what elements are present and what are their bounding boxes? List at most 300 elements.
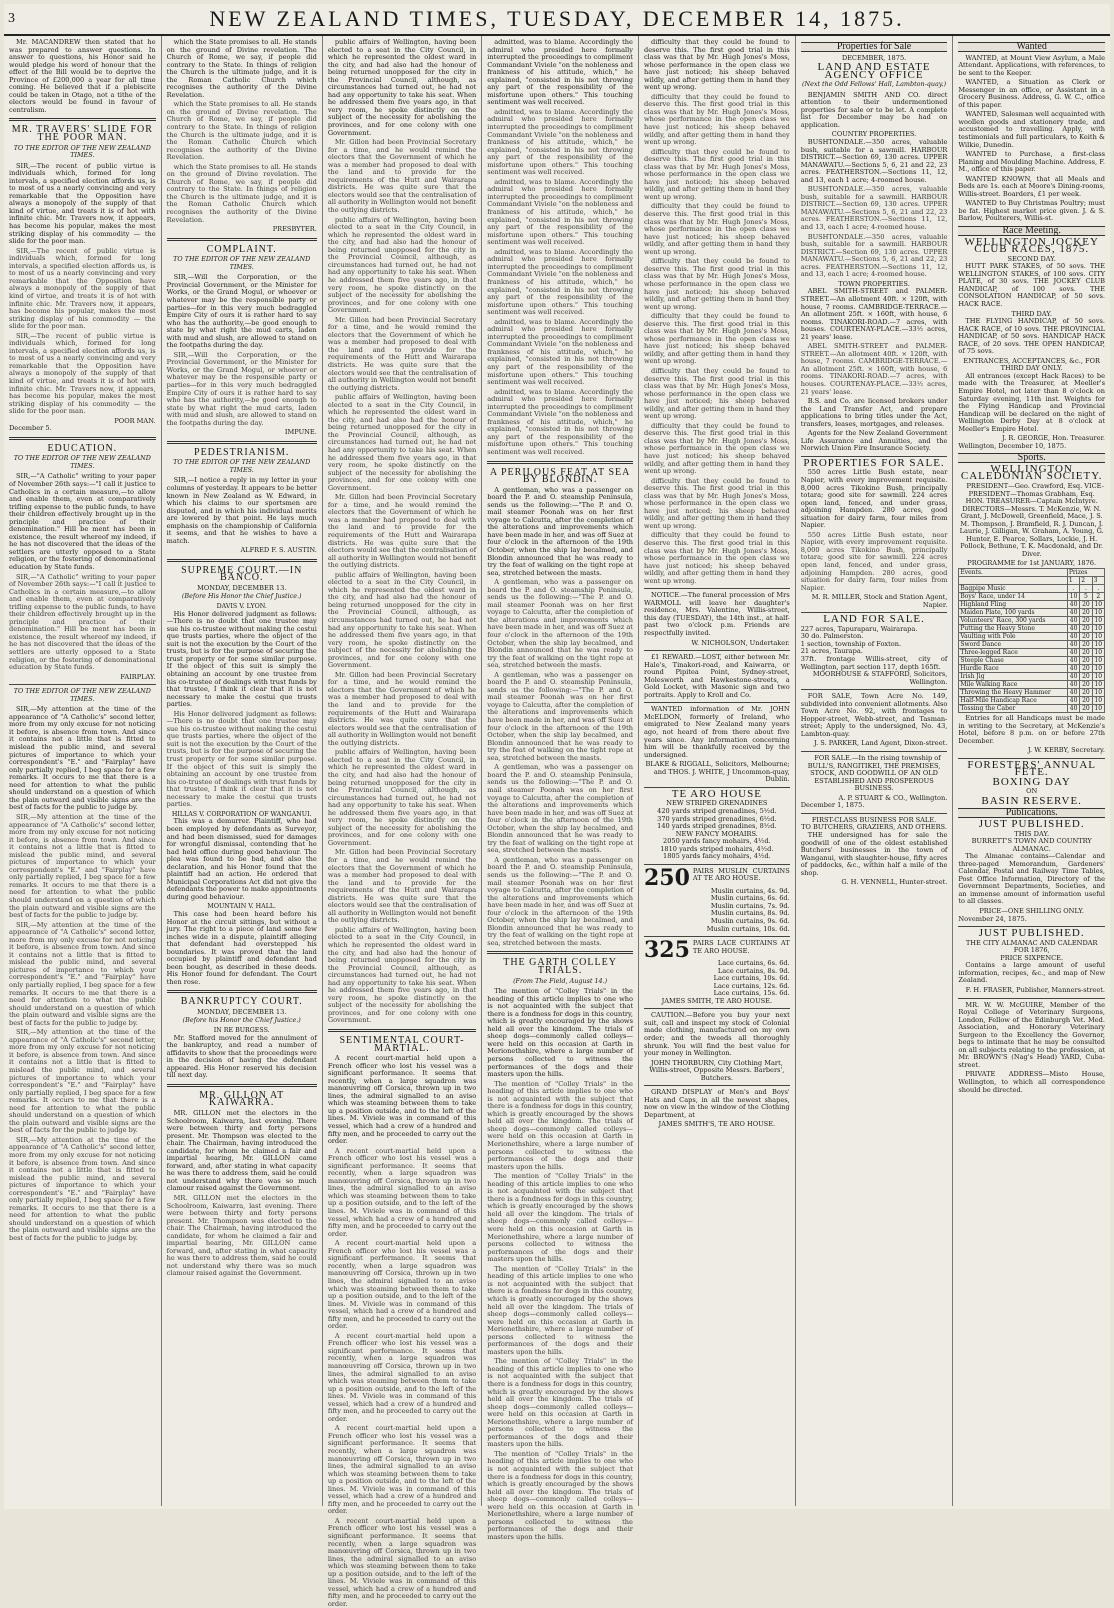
divider [9,437,156,440]
article-text: Mr. Gillon had been Provincial Secretary for a time, and he would remind the electors that the Government of which he was a member had proposed to deal with the land and to provide for the requirements of the Hutt and Wairarapa districts. He was quite sure that the electors would see that the centralisation of all authority in Wellington would not benefit the outlying districts. [327,670,477,747]
article-text: difficulty that they could be found to deserve this. The first good trial in this class was that by Mr. Hugh Jones's Moss, whose performance in the open class we have just noticed; his sheep behaved wildly, and after getting them in hand they went up wrong. [643,38,790,92]
ad-subheading: TOWN PROPERTIES. [838,279,910,288]
letter-date: December 5. [9,424,52,433]
article-text: which the State promises to all. He stands on the ground of Divine revelation. The Church of Rome, we say, if people did contrary to the State. In things of religion the Church is the ultimate judge, and it is the Roman Catholic Church which recognises the authority of the Divine Revelation. [166,162,317,224]
table-row [959,585,1105,593]
divider [487,461,633,464]
prize-cell: 40 [1067,697,1079,705]
ad-item: Muslin curtains, 4s. 9d. [710,886,790,895]
article-text: A recent court-martial held upon a French officer who lost his vessel was a significant performance. It seems that recently, when a large squadron was manœuvring off Corsica, thrown up in two lines, the admiral signalled to an aviso which was steaming between them to take up a position outside, and to the left of the lines. M. Viviele was in command of this vessel, which had a crew of a hundred and fifty men, and he proceeded to carry out the order. [327,1239,477,1331]
wanted-ad: WANTED KNOWN, that all Meals and Beds are 1s. each at Moore's Dining-rooms, Willis-street. Boarders, £1 per week. [958,174,1105,198]
prize-cell: 40 [1067,649,1079,657]
article-heading: BANKRUPTCY COURT. [180,996,303,1008]
ad-date: Wellington, December 10, 1875. [958,441,1067,450]
prize-cell: 10 [1092,601,1104,609]
article-heading: MR. TRAVERS' SLIDE FOR THE POOR MAN. [11,124,153,144]
table-row [959,633,1105,641]
ad-subheading: THIS DAY. [1014,829,1050,838]
article-heading: MR. GILLON AT KAIWARRA. [199,1089,285,1109]
ad-heading: BOXING DAY [992,775,1071,788]
prize-cell: 10 [1092,625,1104,633]
table-row [959,609,1105,617]
prize-cell: 20 [1080,657,1092,665]
newspaper-page [4,4,1110,1608]
article-text: MR. GILLON met the electors in the Schoolroom, Kaiwarra, last evening. There were between thirty and forty persons present. Mr. Thompson was elected to the chair. The Chairman, having introduced the candidate, for whom he claimed a fair and impartial hearing, Mr. GILLON came forward, and, after stating in what capacity he was there to address them, said he could not understand why there was so much clamour raised against the Government. [166,1194,317,1278]
article-text: admitted, was to blame. Accordingly the admiral who presided here formally interrupted the proceedings to compliment Commandant Viviele "on the nobleness and frankness of his attitude, which," he explained, "consisted in his not throwing any part of the responsibility of the misfortune upon others." This touching sentiment was well received. [487,247,633,317]
ad-text: HUTT PARK STAKES, of 50 sovs. THE WELLINGTON STAKES, of 100 sovs. CITY PLATE, of 30 sovs. THE JOCKEY CLUB HANDICAP, of 100 sovs. THE CONSOLATION HANDICAP, of 50 sovs. HACK RACE. [958,262,1105,308]
event-cell: Bagpipe Music [959,585,1068,593]
article-text: SIR,—My attention at the time of the appearance of "A Catholic's" second letter, more from my only excuse for not noticing it before, is absence from town. And since it contains not a little that is fitted to mislead the public mind, and several pictures of importance to which your correspondent's "E." and "Fairplay" have only partially replied, I beg space for a few remarks. It occurs to me that there is a need for attention to what the public should understand on a question of which the plain outward and visible signs are the best of facts for the public to judge by. [9,1135,156,1243]
article-heading: THE GARTH COLLEY TRIALS. [503,957,617,976]
article-text: SIR,—The recent of public virtue is individuals which, formed for long intervals, a specified election affords us, is to most of us a nearly convincing and very remarkable that the Opposition have always a monopoly of the supply of that kind of virtue, and treats it is of hot with infinite chic. Mr. Travers now, it appears, has become his popular, makes the most striking display of his commodity — the slide for the poor man. [9,161,156,246]
prize-cell: . [1092,585,1104,593]
page-number: 3 [8,11,15,26]
ad-text: The Almanac contains—Calendar and three-paged Memorandum, Gardeners' Calendar, Postal and Railway Time Tables, Post Office Information, Directory of the Government Departments, Societies, and an immense amount of information useful to all classes. [958,852,1105,906]
ad-heading: LAND AND ESTATE AGENCY OFFICE [817,61,931,81]
divider [487,951,633,954]
article-text: difficulty that they could be found to deserve this. The first good trial in this class was that by Mr. Hugh Jones's Moss, whose performance in the open class we have just noticed; his sheep behaved wildly, and after getting them in hand they went up wrong. [643,147,790,201]
section-heading: Properties for Sale [801,42,948,52]
ad-heading: BASIN RESERVE. [981,794,1082,807]
table-row [959,689,1105,697]
prize-cell: 40 [1067,641,1079,649]
ad-item: Lace curtains, 15s. 6d. [713,989,790,998]
prize-cell: 20 [1080,633,1092,641]
ad-item: 1 section, township of Foxton. [800,639,902,648]
divider [644,1085,790,1086]
wanted-ad: WANTED to Buy Christmas Poultry; must be fat. Highest market price given. J. & S. Barlow, Poulterers, Willis-st. [958,199,1105,223]
article-heading: PEDESTRIANISM. [194,446,290,458]
article-text: difficulty that they could be found to deserve this. The first good trial in this class was that by Mr. Hugh Jones's Moss, whose performance in the open class we have just noticed; his sheep behaved wildly, and after getting them in hand they went up wrong. [643,421,790,476]
ad-text: 550 acres Little Bush estate, near Napier, with every improvement requisite. 8,000 acres Tikokino Bush, principally totara; good site for sawmill. 224 acres open land, fenced, and under grass, adjoining Hampden. 280 acres, good situation for dairy farm, four miles from Napier. [800,468,948,530]
prize-cell: 20 [1080,705,1092,713]
prize-cell: 10 [1092,657,1104,665]
prize-cell: 10 [1092,641,1104,649]
signature: J. W. KERBY, Secretary. [1027,746,1105,755]
address-line: TO THE EDITOR OF THE NEW ZEALAND TIMES. [173,458,311,474]
hats-ad: GRAND DISPLAY of Men's and Boys' Hats and Caps, in all the newest shapes, now on view in the window of the Clothing Department, at [643,1088,790,1119]
event-cell: Throwing the Heavy Hammer [959,689,1068,697]
table-header: 3 [1092,577,1104,585]
ad-item: Muslin curtains, 7s. 9d. [710,901,790,910]
signature: A. P. STUART & CO., Wellington. [838,793,948,802]
column-7 [953,36,1110,1506]
muslin-ad [643,864,790,933]
ad-text: Entries for all Handicaps must be made in writing to the Secretary, at McKenzie's Hotel, before 8 p.m. on or before 27th December. [958,714,1105,745]
column-2 [162,36,323,1506]
ad-heading: PROPERTIES FOR SALE. [803,456,945,469]
article-text: SIR,—I notice a reply in my letter in your columns of yesterday. It appears to be better known in New Zealand as W. Edward, in which his claims to our sportsmen are disputed, and in which his individual merits are lowered by that point. He lays much emphasis on the championship of California it seems, and that he wishes to have a match. [166,476,317,545]
signature: BLAKE & RIGGALL, Solicitors, Melbourne; and THOS. J. WHITE, J Uncommon-quay, Dublin. [645,760,790,784]
event-cell: Steeple Chase [959,657,1068,665]
ad-text: ABEL SMITH-STREET and PALMER-STREET.—An allotment 40ft. × 120ft, with house, 7 rooms. CAMBRIDGE-TERRACE.—An allotment 25ft. × 160ft, with house, 6 rooms. TINAKORI-ROAD.—7 acres, with houses. COURTENAY-PLACE.—33½ acres, 21 years' lease. [800,287,948,341]
article-text: difficulty that they could be found to deserve this. The first good trial in this class was that by Mr. Hugh Jones's Moss, whose performance in the open class we have just noticed; his sheep behaved wildly, and after getting them in hand they went up wrong. [643,257,790,311]
table-header: 2 [1080,577,1092,585]
ad-price: PRICE SIXPENCE. [1000,953,1064,962]
prize-cell: 10 [1092,697,1104,705]
case-name: DAVIS V. LYON. [216,603,267,611]
prize-cell: 10 [1092,609,1104,617]
article-text: SIR,—"A Catholic" writing to your paper of November 26th says:—"I call it justice to Catholics in a certain measure,—to allow and enable them, even at comparatively trifling expense to the public funds, to have their children effectively brought up in the principle and practice of their denomination." Hill be ment has been in existence, the result whereof my indeed, if he has not discovered that the ideas of the settlers are utterly opposed to a State religion, or the fostering of denominational education by State funds. [9,572,156,672]
address-line: TO THE EDITOR OF THE NEW ZEALAND TIMES. [13,454,151,470]
ad-subheading: (Next the Odd Fellows' Hall, Lambton-quay.) [801,80,947,89]
article-text: difficulty that they could be found to deserve this. The first good trial in this class was that by Mr. Hugh Jones's Moss, whose performance in the open class we have just noticed; his sheep behaved wildly, and after getting them in hand they went up wrong. [643,476,790,530]
ad-item: Muslin curtains, 6s. 6d. [710,894,790,903]
court-date: MONDAY, DECEMBER 13. [197,1007,287,1016]
article-text: A recent court-martial held upon a French officer who lost his vessel was a significant performance. It seems that recently, when a large squadron was manœuvring off Corsica, thrown up in two lines, the admiral signalled to an aviso which was steaming between them to take up a position outside, and to the left of the lines. M. Viviele was in command of this vessel, which had a crew of a hundred and fifty men, and he proceeded to carry out the order. [327,1424,477,1516]
article-text: difficulty that they could be found to deserve this. The first good trial in this class was that by Mr. Hugh Jones's Moss, whose performance in the open class we have just noticed; his sheep behaved wildly, and after getting them in hand they went up wrong. [643,202,790,256]
article-text: A recent court-martial held upon a French officer who lost his vessel was a significant performance. It seems that recently, when a large squadron was manœuvring off Corsica, thrown up in two lines, the admiral signalled to an aviso which was steaming between them to take up a position outside, and to the left of the lines. M. Viviele was in command of this vessel, which had a crew of a hundred and fifty men, and he proceeded to carry out the order. [327,1054,477,1146]
article-text: MR. GILLON met the electors in the Schoolroom, Kaiwarra, last evening. There were between thirty and forty persons present. Mr. Thompson was elected to the chair. The Chairman, having introduced the candidate, for whom he claimed a fair and impartial hearing, Mr. GILLON came forward, and, after stating in what capacity he was there to address them, said he could not understand why there was so much clamour raised against the Government. [166,1109,317,1193]
ad-item: 1805 yards fancy mohairs, 4½d. [663,852,771,861]
signature: ALFRED F. S. AUSTIN. [240,546,317,555]
article-text: SIR,—"A Catholic" writing to your paper of November 26th says:—"I call it justice to Catholics in a certain measure,—to allow and enable them, even at comparatively trifling expense to the public funds, to have their children effectively brought up in the principle and practice of their denomination." Hill be ment has been in existence, the result whereof my indeed, if he has not discovered that the ideas of the settlers are utterly opposed to a State religion, or the fostering of denominational education by State funds. [9,472,156,571]
ad-heading: TE ARO HOUSE [671,787,762,800]
article-text: admitted, was to blame. Accordingly the admiral who presided here formally interrupted the proceedings to compliment Commandant Viviele "on the nobleness and frankness of his attitude, which," he explained, "consisted in his not throwing any part of the responsibility of the misfortune upon others." This touching sentiment was well received. [487,38,633,107]
ad-item: 37ft. frontage Willis-street, city of Wellington, part section 117, depth 165ft. [800,655,948,671]
ad-subheading: THIRD DAY. [1011,309,1052,318]
article-text: admitted, was to blame. Accordingly the admiral who presided here formally interrupted the proceedings to compliment Commandant Viviele "on the nobleness and frankness of his attitude, which," he explained, "consisted in his not throwing any part of the responsibility of the misfortune upon others." This touching sentiment was well received. [487,317,633,387]
divider [167,990,317,993]
column-1 [4,36,162,1506]
signature: W. NICHOLSON, Undertaker. [691,638,790,647]
article-text: This case had been heard before his Honor at the circuit sittings, but without a jury. The right to a piece of land some few inches wide in a dispute, plaintiff alleging that defendant had overstepped his boundaries. It was proved that the land occupied by plaintiff and defendant had been bought, as described in these deeds. His Honor found for defendant. The Court then rose. [166,909,317,986]
article-text: The mention of "Colley Trials" in the heading of this article implies to one who is not acquainted with the subject that there is a fondness for dogs in this country, which is greatly encouraged by the shows held all over the kingdom. The trials of sheep dogs—commonly called colleys—were held on this occasion at Garth in Merionethshire, where a large number of persons collected to witness the performances of the dogs and their masters upon the hills. [487,1357,633,1449]
ad-text: B.S. and Co. are licensed brokers under the Land Transfer Act, and prepare applications to bring titles under the Act, transfers, leases, mortgages, and releases. [800,397,948,428]
ad-text: BUSHTONDALE.—350 acres, valuable bush, suitable for a sawmill. HARBOUR DISTRICT.—Section 69, 130 acres. UPPER MANAWATU.—Sections 5, 6, 21 and 22, 23 acres. FEATHERSTON.—Sections 11, 12, and 13, each 1 acre; 4-roomed house. [800,138,948,184]
ad-heading: THE CITY ALMANAC AND CALENDAR FOR 1876, [965,938,1098,955]
article-text: SIR,—The recent of public virtue is individuals which, formed for long intervals, a specified election affords us, is to most of us a nearly convincing and very remarkable that the Opposition have always a monopoly of the supply of that kind of virtue, and treats it is of hot with infinite chic. Mr. Travers now, it appears, has become his popular, makes the most striking display of his commodity — the slide for the poor man. [9,246,156,331]
ad-text: MR. W. W. McGUIRE, Member of the Royal College of Veterinary Surgeons, London, Fellow of the Edinburgh Vet. Med. Association, and Honorary Veterinary Surgeon to the Excellency the Governor, begs to intimate that he may be consulted on all subjects relating to the profession, at Mr. BROWN'S (Nag's Head) YARD, Cuba-street. [958,1000,1105,1069]
ad-subheading: ENTRANCES, ACCEPTANCES, &c., FOR THIRD DAY ONLY. [963,356,1100,373]
divider [801,751,948,752]
prize-cell: 20 [1080,689,1092,697]
section-heading: Race Meeting. [958,226,1105,236]
article-text: Mr. Gillon had been Provincial Secretary for a time, and he would remind the electors that the Government of which he was a member had proposed to deal with the land and to provide for the requirements of the Hutt and Wairarapa districts. He was quite sure that the electors would see that the centralisation of all authority in Wellington would not benefit the outlying districts. [327,315,477,392]
event-cell: Boys' Race, under 14 [959,593,1068,601]
ad-subheading: NEW STRIPED GRENADINES [666,799,768,808]
table-row [959,601,1105,609]
article-text: A recent court-martial held upon a French officer who lost his vessel was a significant performance. It seems that recently, when a large squadron was manœuvring off Corsica, thrown up in two lines, the admiral signalled to an aviso which was steaming between them to take up a position outside, and to the left of the lines. M. Viviele was in command of this vessel, which had a crew of a hundred and fifty men, and he proceeded to carry out the order. [327,1516,477,1608]
article-text: SIR,—Will the Corporation, or the Provincial Government, or the Minister for Works, or the Grand Mogul, or whoever or whatever may be the responsible party or parties—for in this very much bedraggled Empire City of ours it is rather hard to say who has the authority,—be good enough to state by what right the mud carts, laden with mud and slush, are allowed to stand on the footpaths during the day. [166,273,317,350]
ad-subheading: PROGRAMME for 1st JANUARY, 1876. [967,559,1097,568]
article-text: The mention of "Colley Trials" in the heading of this article implies to one who is not acquainted with the subject that there is a fondness for dogs in this country, which is greatly encouraged by the shows held all over the kingdom. The trials of sheep dogs—commonly called colleys—were held on this occasion at Garth in Merionethshire, where a large number of persons collected to witness the performances of the dogs and their masters upon the hills. [487,1079,633,1171]
ad-subheading: COUNTRY PROPERTIES. [831,130,917,139]
event-cell: Half-Mile Handicap Race [959,697,1068,705]
prize-cell: 10 [1092,705,1104,713]
ad-item: 140 yards striped grenadines, 8½d. [657,822,777,831]
ad-item: 1810 yards striped mohairs, 4½d. [660,844,774,853]
court-judge: (Before His Honor the Chief Justice.) [181,591,302,600]
prize-cell: 20 [1080,625,1092,633]
ad-item: Muslin curtains, 10s. 6d. [706,924,790,933]
prize-cell: 10 [1092,617,1104,625]
prize-cell: 40 [1067,617,1079,625]
ad-item: Lace curtains, 6s. 6d. [717,959,790,968]
prize-cell: 5 [1080,593,1092,601]
prize-cell: 40 [1067,705,1079,713]
ad-subheading: TO BUTCHERS, GRAZIERS, AND OTHERS. [801,823,947,832]
divider [167,1084,317,1087]
article-text: SIR,—My attention at the time of the appearance of "A Catholic's" second letter, more from my only excuse for not noticing it before, is absence from town. And since it contains not a little that is fitted to mislead the public mind, and several pictures of importance to which your correspondent's "E." and "Fairplay" have only partially replied, I beg space for a few remarks. It occurs to me that there is a need for attention to what the public should understand on a question of which the plain outward and visible signs are the best of facts for the public to judge by. [9,812,156,920]
signature: MOORHOUSE & STAFFORD, Solicitors, Wellington. [812,670,948,686]
lace-ad [643,937,790,1005]
divider [644,588,790,589]
signature: JOHN THORBURN, City Clothing Mart, Willis-street, Opposite Messrs. Barbers', Butchers. [649,1058,785,1082]
prize-cell: 20 [1080,697,1092,705]
column-5 [639,36,796,1506]
divider [167,441,317,444]
article-text: The mention of "Colley Trials" in the heading of this article implies to one who is not acquainted with the subject that there is a fondness for dogs in this country, which is greatly encouraged by the shows held all over the kingdom. The trials of sheep dogs—commonly called colleys—were held on this occasion at Garth in Merionethshire, where a large number of persons collected to witness the performances of the dogs and their masters upon the hills. [487,1264,633,1356]
article-text: A gentleman, who was a passenger on board the P. and O. steamship Peninsula, sends us the following:—"The P. and O. mail steamer Poonah was on her first voyage to Calcutta, after the completion of the alterations and improvements which have been made in her, and was off Suez at four o'clock in the afternoon of the 19th October, when the ship lay becalmed, and Blondin announced that he was ready to try the feat of walking on the tight rope at sea, stretched between the masts. [487,485,633,577]
ad-heading: WELLINGTON CALEDONIAN SOCIETY. [960,462,1103,483]
ad-item: 420 yards striped grenadines, 5½d. [657,806,777,815]
reward-ad: £1 REWARD.—LOST, either between Mr. Hale's, Tinakori-road, and Kaiwarra, or round Pipitea Point, Sydney-street, Molesworth and Hawkestone-streets, a Gold Locket, with Masonic sign and two portraits. Apply to Kroll and Co. [643,653,790,699]
columns [4,36,1110,1608]
prize-cell: 10 [1092,681,1104,689]
ad-item: Muslin curtains, 9s. 6d. [710,916,790,925]
article-text: A gentleman, who was a passenger on board the P. and O. steamship Peninsula, sends us the following:—"The P. and O. mail steamer Poonah was on her first voyage to Calcutta, after the completion of the alterations and improvements which have been made in her, and was off Suez at four o'clock in the afternoon of the 19th October, when the ship lay becalmed, and Blondin announced that he was ready to try the feat of walking on the tight rope at sea, stretched between the masts. [487,578,633,670]
article-text: public affairs of Wellington, having been elected to a seat in the City Council, in which he represented the oldest ward in the city, and had also had the honour of being returned unopposed for the city in the Provincial Council, although, as circumstances had turned out, he had not had any opportunity to take his seat. When he addressed them five years ago, in that very room, he spoke distinctly on the subject of the necessity for abolishing the provinces, and for one colony with one Government. [327,925,477,1025]
event-cell: Three-legged Race [959,649,1068,657]
ad-subheading: SECOND DAY. [1007,254,1056,263]
article-text: This was a demurrer. Plaintiff, who had been employed by defendants as Surveyor, and had been dismissed, sued for damages for wrongful dismissal, contending that he had held office during good behaviour. The plea was found to be bad, and also the declaration, and his Honor found that the plaintiff had an action. He ordered that Municipal Corporations Act did not give the defendants the power to make appointments during good behaviour. [166,817,317,901]
signature: M. R. MILLER, Stock and Station Agent, Napier. [811,593,948,609]
event-cell: Maiden Plate, 100 yards [959,609,1068,617]
article-text: A recent court-martial held upon a French officer who lost his vessel was a significant performance. It seems that recently, when a large squadron was manœuvring off Corsica, thrown up in two lines, the admiral signalled to an aviso which was steaming between them to take up a position outside, and to the left of the lines. M. Viviele was in command of this vessel, which had a crew of a hundred and fifty men, and he proceeded to carry out the order. [327,1331,477,1423]
article-heading: SENTIMENTAL COURT-MARTIAL. [339,1035,465,1054]
ad-text: Agents for the New Zealand Government Life Assurance and Annuities, and the Norwich Union Fire Insurance Society. [800,429,948,453]
table-row [959,625,1105,633]
prize-cell: . [1067,585,1079,593]
prize-cell: 20 [1080,617,1092,625]
ad-text: PRIVATE ADDRESS—Misto House, Wellington, to which all correspondence should be directed. [958,1070,1105,1094]
article-text: His Honor delivered judgment as follows:—There is no doubt that one trustee may sue his co-trustee without making the cestui que trusts parties, where the object of the suit is not the execution by the Court of the trusts, but is for the purpose of securing the trust property or for some similar purpose. If the object of this suit is simply the obtaining an account by one trustee from his co-trustee of dealings with trust funds by that trustee, I think it clear that it is not necessary to make the cestui que trusts parties. [166,609,317,709]
article-text: SIR,—The recent of public virtue is individuals which, formed for long intervals, a specified election affords us, is to most of us a nearly convincing and very remarkable that the Opposition have always a monopoly of the supply of that kind of virtue, and treats it is of hot with infinite chic. Mr. Travers now, it appears, has become his popular, makes the most striking display of his commodity — the slide for the poor man. [9,331,156,416]
ad-item: 2050 yards fancy mohairs, 4½d. [663,837,771,846]
ad-text: ON [1026,787,1038,796]
prize-cell: 20 [1080,601,1092,609]
signature: IMPUNE. [284,428,317,437]
article-text: public affairs of Wellington, having been elected to a seat in the City Council, in which he represented the oldest ward in the city, and had also had the honour of being returned unopposed for the city in the Provincial Council, although, as circumstances had turned out, he had not had any opportunity to take his seat. When he addressed them five years ago, in that very room, he spoke distinctly on the subject of the necessity for abolishing the provinces, and for one colony with one Government. [327,215,477,315]
ad-text: THE FLYING HANDICAP, of 50 sovs. HACK RACE, of 10 sovs. THE PROVINCIAL HANDICAP, of 50 sovs. HANDICAP HACK RACE, of 20 sovs. THE OPEN HANDICAP, of 75 sovs. [958,317,1105,356]
wanted-ad: WANTED, a Situation as Clerk or Messenger in an office, or Assistant in a Grocery Business. Address, G. W. C., office of this paper. [958,78,1105,109]
table-row [959,705,1105,713]
article-heading: SUPREME COURT.—IN BANCO. [181,564,303,584]
funeral-notice: NOTICE.—The funeral procession of Mrs WARMOLL will leave her daughter's residence, Mrs. Valentine, Willis-street, this day (TUESDAY), the 14th inst., at half-past two o'clock p.m. Friends are respectfully invited. [643,591,790,638]
address-line: TO THE EDITOR OF THE NEW ZEALAND TIMES. [13,687,151,703]
prize-cell: 40 [1067,665,1079,673]
prize-cell: 40 [1067,625,1079,633]
ad-text: ABEL SMITH-STREET and PALMER-STREET.—An allotment 40ft. × 120ft, with house, 7 rooms. CAMBRIDGE-TERRACE.—An allotment 25ft. × 160ft, with house, 6 rooms. TINAKORI-ROAD.—7 acres, with houses. COURTENAY-PLACE.—33½ acres, 21 years' lease. [800,342,948,396]
signature: FAIRPLAY. [120,672,156,681]
column-3 [323,36,482,1608]
signature: J. R. GEORGE, Hon. Treasurer. [1002,434,1105,443]
divider [644,702,790,703]
divider [9,118,156,121]
section-heading: Publications. [958,808,1105,818]
table-row [959,649,1105,657]
signature: POOR MAN. [114,416,156,425]
wanted-ad: WANTED, Salesman well acquainted with woollen goods and stationery trade, and accustomed to travelling. Apply, with testimonials and full particulars, to Keith & Wilkie, Dunedin. [958,110,1105,149]
signature: G. H. VENNELL, Hunter-street. [841,878,948,887]
prize-cell: 40 [1067,633,1079,641]
programme-table [958,568,1105,713]
caution-ad: CAUTION.—Before you buy your next suit, call and inspect my stock of Colonial made clothing, manufactured on my own order; and the tweeds all thoroughly shrunk. You will find the best value for your money in Wellington. [643,1011,790,1058]
event-cell: Vaulting with Pole [959,633,1068,641]
article-text: public affairs of Wellington, having been elected to a seat in the City Council, in which he represented the oldest ward in the city, and had also had the honour of being returned unopposed for the city in the Provincial Council, although, as circumstances had turned out, he had not had any opportunity to take his seat. When he addressed them five years ago, in that very room, he spoke distinctly on the subject of the necessity for abolishing the provinces, and for one colony with one Government. [327,38,477,137]
article-text: Mr. MACANDREW then stated that he was prepared to answer questions. In answer to questions, his Honor said he would pledge his word of honour that the effect of the Bill would be to deprive the Province of £200,000 a year for all time coming. He believed that if a plebiscite could be taken in Otago, not a tithe of the electors would be found in favour of centralism. [9,38,156,114]
prize-cell: 2 [1092,593,1104,601]
wanted-ad: WANTED information of Mr. JOHN McELDON, formerly of Ireland, who emigrated to New Zealand many years ago, not heard of from there about five years since. Any information concerning him will be thankfully received by the undersigned. [643,705,790,759]
article-text: admitted, was to blame. Accordingly the admiral who presided here formally interrupted the proceedings to compliment Commandant Viviele "on the nobleness and frankness of his attitude, which," he explained, "consisted in his not throwing any part of the responsibility of the misfortune upon others." This touching sentiment was well received. [487,177,633,247]
article-text: SIR,—My attention at the time of the appearance of "A Catholic's" second letter, more from my only excuse for not noticing it before, is absence from town. And since it contains not a little that is fitted to mislead the public mind, and several pictures of importance to which your correspondent's "E." and "Fairplay" have only partially replied, I beg space for a few remarks. It occurs to me that there is a need for attention to what the public should understand on a question of which the plain outward and visible signs are the best of facts for the public to judge by. [9,705,156,812]
article-text: A gentleman, who was a passenger on board the P. and O. steamship Peninsula, sends us the following:—"The P. and O. mail steamer Poonah was on her first voyage to Calcutta, after the completion of the alterations and improvements which have been made in her, and was off Suez at four o'clock in the afternoon of the 19th October, when the ship lay becalmed, and Blondin announced that he was ready to try the feat of walking on the tight rope at sea, stretched between the masts. [487,855,633,947]
ad-item: Lace curtains, 10s. 6d. [713,974,790,983]
article-text: SIR,—My attention at the time of the appearance of "A Catholic's" second letter, more from my only excuse for not noticing it before, is absence from town. And since it contains not a little that is fitted to mislead the public mind, and several pictures of importance to which your correspondent's "E." and "Fairplay" have only partially replied, I beg space for a few remarks. It occurs to me that there is a need for attention to what the public should understand on a question of which the plain outward and visible signs are the best of facts for the public to judge by. [9,1028,156,1135]
ad-subheading: NEW FANCY MOHAIRS. [675,829,758,838]
event-cell: Hurdle Race [959,665,1068,673]
court-judge: (Before his Honor the Chief Justice.) [182,1015,301,1024]
article-text: SIR,—My attention at the time of the appearance of "A Catholic's" second letter, more from my only excuse for not noticing it before, is absence from town. And since it contains not a little that is fitted to mislead the public mind, and several pictures of importance to which your correspondent's "E." and "Fairplay" have only partially replied, I beg space for a few remarks. It occurs to me that there is a need for attention to what the public should understand on a question of which the plain outward and visible signs are the best of facts for the public to judge by. [9,920,156,1027]
table-row [959,617,1105,625]
article-heading: EDUCATION. [47,442,118,454]
article-text: The mention of "Colley Trials" in the heading of this article implies to one who is not acquainted with the subject that there is a fondness for dogs in this country, which is greatly encouraged by the shows held all over the kingdom. The trials of sheep dogs—commonly called colleys—were held on this occasion at Garth in Merionethshire, where a large number of persons collected to witness the performances of the dogs and their masters upon the hills. [487,1172,633,1264]
ad-number: 325 [643,937,690,964]
article-text: The mention of "Colley Trials" in the heading of this article implies to one who is not acquainted with the subject that there is a fondness for dogs in this country, which is greatly encouraged by the shows held all over the kingdom. The trials of sheep dogs—commonly called colleys—were held on this occasion at Garth in Merionethshire, where a large number of persons collected to witness the performances of the dogs and their masters upon the hills. [487,987,633,1079]
article-text: which the State promises to all. He stands on the ground of Divine revelation. The Church of Rome, we say, if people did contrary to the State. In things of religion the Church is the ultimate judge, and it is the Roman Catholic Church which recognises the authority of the Divine Revelation. [166,100,317,162]
article-text: A gentleman, who was a passenger on board the P. and O. steamship Peninsula, sends us the following:—"The P. and O. mail steamer Poonah was on her first voyage to Calcutta, after the completion of the alterations and improvements which have been made in her, and was off Suez at four o'clock in the afternoon of the 19th October, when the ship lay becalmed, and Blondin announced that he was ready to try the feat of walking on the tight rope at sea, stretched between the masts. [487,763,633,855]
article-text: difficulty that they could be found to deserve this. The first good trial in this class was that by Mr. Hugh Jones's Moss, whose performance in the open class we have just noticed; his sheep behaved wildly, and after getting them in hand they went up wrong. [643,92,790,147]
article-text: His Honor delivered judgment as follows:—There is no doubt that one trustee may sue his co-trustee without making the cestui que trusts parties, where the object of the suit is not the execution by the Court of the trusts, but is for the purpose of securing the trust property or for some similar purpose. If the object of this suit is simply the obtaining an account by one trustee from his co-trustee of dealings with trust funds by that trustee, I think it clear that it is not necessary to make the cestui que trusts parties. [166,709,317,809]
table-header: 1 [1067,577,1079,585]
section-heading: Wanted [958,42,1105,52]
prize-cell: 10 [1092,665,1104,673]
divider [644,1008,790,1009]
article-text: Mr. Stafford moved for the annulment of the bankruptcy, and read a number of affidavits to show that the proceedings were in the decision of having the defendant appeared. His Honor reserved his decision till next day. [166,1033,317,1080]
article-heading: COMPLAINT. [206,243,277,255]
table-row [959,697,1105,705]
article-text: public affairs of Wellington, having been elected to a seat in the City Council, in which he represented the oldest ward in the city, and had also had the honour of being returned unopposed for the city in the Provincial Council, although, as circumstances had turned out, he had not had any opportunity to take his seat. When he addressed them five years ago, in that very room, he spoke distinctly on the subject of the necessity for abolishing the provinces, and for one colony with one Government. [327,393,477,492]
prize-cell: 20 [1080,609,1092,617]
ad-heading: BURRETT'S TOWN AND COUNTRY ALMANAC. [971,837,1092,853]
ad-text: BUSHTONDALE.—350 acres, valuable bush, suitable for a sawmill. HARBOUR DISTRICT.—Section 69, 130 acres. UPPER MANAWATU.—Sections 5, 6, 21 and 22, 23 acres. FEATHERSTON.—Sections 11, 12, and 13, each 1 acre; 4-roomed house. [800,185,948,232]
ad-text: BUSHTONDALE.—350 acres, valuable bush, suitable for a sawmill. HARBOUR DISTRICT.—Section 69, 130 acres. UPPER MANAWATU.—Sections 5, 6, 21 and 22, 23 acres. FEATHERSTON.—Sections 11, 12, and 13, each 1 acre; 4-roomed house. [800,232,948,279]
signature: F. H. FRASER, Publisher, Manners-street. [965,985,1105,994]
article-text: A gentleman, who was a passenger on board the P. and O. steamship Peninsula, sends us the following:—"The P. and O. mail steamer Poonah was on her first voyage to Calcutta, after the completion of the alterations and improvements which have been made in her, and was off Suez at four o'clock in the afternoon of the 19th October, when the ship lay becalmed, and Blondin announced that he was ready to try the feat of walking on the tight rope at sea, stretched between the masts. [487,670,633,762]
article-text: difficulty that they could be found to deserve this. The first good trial in this class was that by Mr. Hugh Jones's Moss, whose performance in the open class we have just noticed; his sheep behaved wildly, and after getting them in hand they went up wrong. [643,312,790,366]
ad-text: 550 acres Little Bush estate, near Napier, with every improvement requisite. 8,000 acres Tikokino Bush, principally totara; good site for sawmill. 224 acres open land, fenced, and under grass, adjoining Hampden. 280 acres, good situation for dairy farm, four miles from Napier. [800,530,948,592]
article-heading: A PERILOUS FEAT AT SEA BY BLONDIN. [489,466,631,486]
ad-text: PRESIDENT—Geo. Crawford, Esq. VICE-PRESIDENT—Thomas Grabham, Esq. HON. TREASURER—Captain McIntyre. DIRECTORS—Messrs. T. McKenzie, W. N. Grant, J. McDowell, Greenfield, Mace, J. S. M. Thompson, J. Bramfield, R. J. Duncan, J. Laurie, J. Gilligan, W. Graham, A. Young, G. Hunter, E. Pearce, Sollars, Lockie, J. H. Pollock, Bethune, T. K. Macdonald, and Dr. Diver. [959,481,1104,558]
ad-item: 30 do. Palmerston. [800,632,864,641]
ad-item: Lace curtains, 12s. 6d. [713,981,790,990]
ad-item: 370 yards striped grenadines, 6½d. [657,814,777,823]
signature: JAMES SMITH'S, TE ARO HOUSE. [658,1120,776,1129]
article-source: (From The Field, August 14.) [513,976,608,985]
article-text: A recent court-martial held upon a French officer who lost his vessel was a significant performance. It seems that recently, when a large squadron was manœuvring off Corsica, thrown up in two lines, the admiral signalled to an aviso which was steaming between them to take up a position outside, and to the left of the lines. M. Viviele was in command of this vessel, which had a crew of a hundred and fifty men, and he proceeded to carry out the order. [327,1146,477,1238]
masthead-title: NEW ZEALAND TIMES, TUESDAY, DECEMBER 14, 1875. [209,6,905,31]
table-header-row [959,577,1105,585]
article-text: which the State promises to all. He stands on the ground of Divine revelation. The Church of Rome, we say, if people did contrary to the State. In things of religion the Church is the ultimate judge, and it is the Roman Catholic Church which recognises the authority of the Divine Revelation. [166,38,317,99]
case-name: HILLAS V. CORPORATION OF WANGANUI. [171,810,312,818]
divider [167,238,317,241]
prize-cell: 40 [1067,601,1079,609]
table-row [959,673,1105,681]
divider [644,650,790,651]
ad-date: December 1, 1875. [800,801,865,810]
prize-cell: 20 [1080,649,1092,657]
event-cell: Volunteers' Race, 300 yards [959,617,1068,625]
article-text: public affairs of Wellington, having been elected to a seat in the City Council, in which he represented the oldest ward in the city, and had also had the honour of being returned unopposed for the city in the Provincial Council, although, as circumstances had turned out, he had not had any opportunity to take his seat. When he addressed them five years ago, in that very room, he spoke distinctly on the subject of the necessity for abolishing the provinces, and for one colony with one Government. [327,570,477,670]
prize-cell: 10 [1092,689,1104,697]
prize-cell: 20 [1080,673,1092,681]
table-header-row [959,569,1105,577]
ad-heading: PAIRS MUSLIN CURTAINS AT TE ARO HOUSE. [692,866,790,883]
address-line: TO THE EDITOR OF THE NEW ZEALAND TIMES. [173,255,311,271]
ad-item: 21 acres, Taurapa. [800,647,863,656]
signature: JAMES SMITH, TE ARO HOUSE. [661,996,773,1005]
table-row [959,657,1105,665]
table-row [959,593,1105,601]
table-header: Prizes [1067,569,1104,577]
prize-cell: 10 [1067,593,1079,601]
divider [801,689,948,690]
prize-cell: 10 [1092,649,1104,657]
ad-heading: LAND FOR SALE. [823,613,925,626]
prize-cell: 20 [1080,641,1092,649]
prize-cell: 10 [1092,673,1104,681]
ad-heading: JUST PUBLISHED. [978,927,1085,940]
article-text: SIR,—Will the Corporation, or the Provincial Government, or the Minister for Works, or the Grand Mogul, or whoever or whatever may be the responsible party or parties—for in this very much bedraggled Empire City of ours it is rather hard to say who has the authority,—be good enough to state by what right the mud carts, laden with mud and slush, are allowed to stand on the footpaths during the day. [166,350,317,427]
event-cell: Putting the Heavy Stone [959,625,1068,633]
section-heading: Sports. [958,453,1105,463]
table-body [959,585,1105,713]
ad-text: THE undersigned has for sale the goodwill of one of the oldest established Butchers' businesses in the town of Wanganui, with slaughter-house, fifty acres of paddocks, &c., within half a mile of the shop. [800,830,948,877]
signature: J. S. PARKER, Land Agent, Dixon-street. [813,739,948,748]
article-text: difficulty that they could be found to deserve this. The first good trial in this class was that by Mr. Hugh Jones's Moss, whose performance in the open class we have just noticed; his sheep behaved wildly, and after getting them in hand they went up wrong. [643,531,790,585]
event-cell: Irish Jig [959,673,1068,681]
article-text: public affairs of Wellington, having been elected to a seat in the City Council, in which he represented the oldest ward in the city, and had also had the honour of being returned unopposed for the city in the Provincial Council, although, as circumstances had turned out, he had not had any opportunity to take his seat. When he addressed them five years ago, in that very room, he spoke distinctly on the subject of the necessity for abolishing the provinces, and for one colony with one Government. [327,748,477,847]
case-name: MOUNTAIN V. HALL. [207,903,277,911]
ad-heading: JUST PUBLISHED. [978,818,1085,831]
table-header: Events. [959,569,1068,577]
prize-cell: 40 [1067,657,1079,665]
table-row [959,641,1105,649]
divider [9,684,156,685]
ad-heading: WELLINGTON JOCKEY CLUB RACES, 1875. [964,235,1099,256]
ad-number: 250 [643,864,690,891]
section-date: DECEMBER, 1875. [841,53,907,62]
event-cell: Highland Fling [959,601,1068,609]
event-cell: Tossing the Caber [959,705,1068,713]
prize-cell: 40 [1067,681,1079,689]
divider [328,1029,476,1032]
event-cell: Mile Walking Race [959,681,1068,689]
column-4 [482,36,639,1541]
column-6 [796,36,954,1506]
article-text: Mr. Gillon had been Provincial Secretary for a time, and he would remind the electors that the Government of which he was a member had proposed to deal with the land and to provide for the requirements of the Hutt and Wairarapa districts. He was quite sure that the electors would see that the centralisation of all authority in Wellington would not benefit the outlying districts. [327,493,477,570]
ad-text: BENJAMIN SMITH AND CO. direct attention to their undermentioned properties for sale or to be let. A complete list for December may be had on application. [800,90,948,129]
prize-cell: 40 [1067,689,1079,697]
ad-item: 227 acres, Tapuraparu, Wairarapa. [800,624,918,633]
ad-heading: FIRST-CLASS BUSINESS FOR SALE. [811,815,937,824]
article-text: admitted, was to blame. Accordingly the admiral who presided here formally interrupted the proceedings to compliment Commandant Viviele "on the nobleness and frankness of his attitude, which," he explained, "consisted in his not throwing any part of the responsibility of the misfortune upon others." This touching sentiment was well received. [487,387,633,456]
ad-price: PRICE—ONE SHILLING ONLY. [979,907,1084,916]
prize-cell: 40 [1067,609,1079,617]
ad-item: Lace curtains, 8s. 9d. [717,966,790,975]
table-row [959,681,1105,689]
